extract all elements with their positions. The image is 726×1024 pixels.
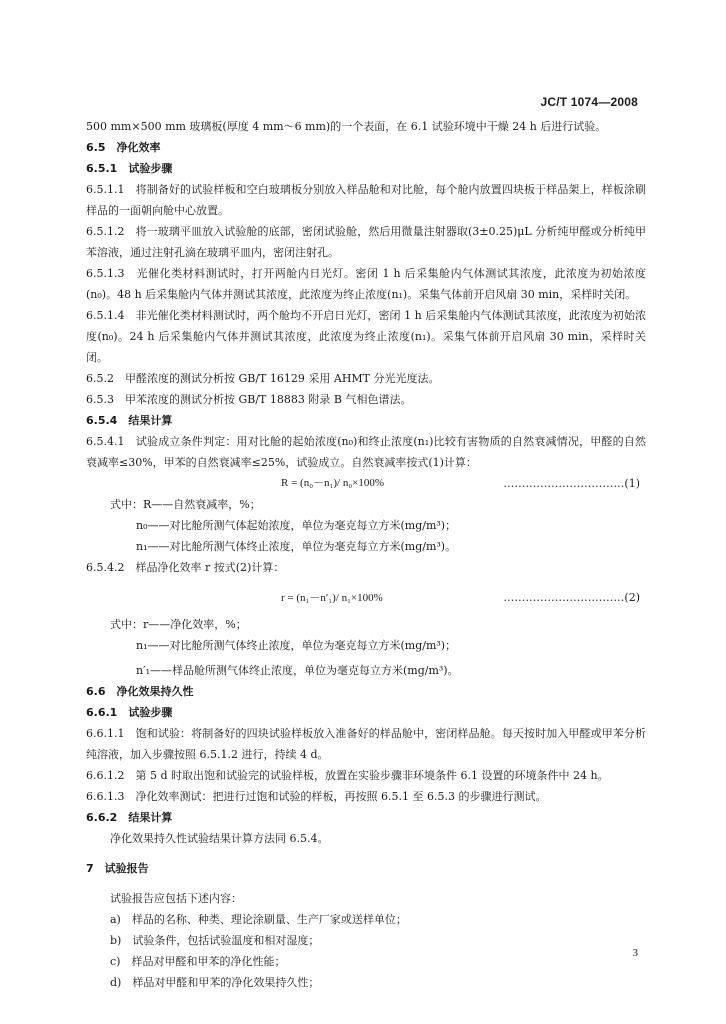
equation-1 bbox=[86, 473, 646, 494]
section-heading: 6.6.1 试验步骤 bbox=[86, 706, 173, 719]
eq1-where-n1: n₁——对比舱所测气体终止浓度，单位为毫克每立方米(mg/m³)。 bbox=[136, 540, 457, 553]
eq1-where-n0: n₀——对比舱所测气体起始浓度，单位为毫克每立方米(mg/m³)； bbox=[136, 519, 457, 532]
section-7-heading: 7 试验报告 bbox=[86, 862, 149, 875]
eq2-where-n1prime: n′₁——样品舱所测气体终止浓度，单位为毫克每立方米(mg/m³)。 bbox=[136, 664, 459, 677]
section-heading: 6.6 净化效果持久性 bbox=[86, 685, 194, 698]
report-item-a: a) 样品的名称、种类、理论涂刷量、生产厂家或送样单位； bbox=[110, 913, 407, 926]
paragraph: 500 mm×500 mm 玻璃板(厚度 4 mm～6 mm)的一个表面，在 6.1 试验环境中干燥 24 h 后进行试验。 bbox=[86, 120, 607, 133]
paragraph: 6.5.2 甲醛浓度的测试分析按 GB/T 16129 采用 AHMT 分光光度法。 bbox=[86, 372, 440, 385]
section-7-intro: 试验报告应包括下述内容： bbox=[110, 892, 242, 905]
paragraph: 6.5.3 甲苯浓度的测试分析按 GB/T 18883 附录 B 气相色谱法。 bbox=[86, 393, 412, 406]
paragraph-6-5-4-2: 6.5.4.2 样品净化效率 r 按式(2)计算： bbox=[86, 561, 285, 574]
section-heading: 6.6.2 结果计算 bbox=[86, 811, 173, 824]
eq2-where-n1: n₁——对比舱所测气体终止浓度，单位为毫克每立方米(mg/m³)； bbox=[136, 639, 457, 652]
eq1-where-r: 式中：R——自然衰减率，%； bbox=[110, 498, 261, 511]
paragraph: 6.5.1.4 非光催化类材料测试时，两个舱均不开启日光灯，密闭 1 h 后采集舱内气体测试其浓度，此浓度为初始浓度(n₀)。24 h 后采集舱内气体并测试其浓度，此浓度为终止浓度(n₁)。采集气体前开启风扇 30 min，采样时关闭。 bbox=[86, 309, 646, 364]
section-6-5 bbox=[86, 116, 646, 473]
eq2-where-r: 式中：r——净化效率，%； bbox=[110, 618, 247, 631]
equation-2 bbox=[86, 578, 646, 614]
section-heading: 6.5 净化效率 bbox=[86, 141, 161, 154]
paragraph: 6.6.1.3 净化效率测试：把进行过饱和试验的样板，再按照 6.5.1 至 6.5.3 的步骤进行测试。 bbox=[86, 790, 547, 803]
report-item-d: d) 样品对甲醛和甲苯的净化效果持久性； bbox=[110, 976, 320, 989]
equation-2-number: ……………………………(2) bbox=[503, 591, 640, 604]
equation-1-formula: R = (n₀－n₁)/ n₀×100% bbox=[281, 477, 385, 489]
paragraph: 6.6.1.2 第 5 d 时取出饱和试验完的试验样板，放置在实验步骤非环境条件 6.1 设置的环境条件中 24 h。 bbox=[86, 769, 609, 782]
paragraph: 净化效果持久性试验结果计算方法同 6.5.4。 bbox=[110, 832, 329, 845]
section-heading: 6.5.4 结果计算 bbox=[86, 414, 173, 427]
document-code: JC/T 1074—2008 bbox=[540, 95, 638, 109]
document-body bbox=[86, 116, 646, 993]
equation-2-formula: r = (n₁－n′₁)/ n₁×100% bbox=[281, 592, 383, 604]
report-item-c: c) 样品对甲醛和甲苯的净化性能； bbox=[110, 955, 286, 968]
section-6-6 bbox=[86, 681, 646, 849]
section-heading: 6.5.1 试验步骤 bbox=[86, 162, 173, 175]
paragraph: 6.5.1.1 将制备好的试验样板和空白玻璃板分别放入样品舱和对比舱，每个舱内放置四块板于样品架上，样板涂刷样品的一面朝向舱中心放置。 bbox=[86, 183, 646, 217]
paragraph: 6.6.1.1 饱和试验：将制备好的四块试验样板放入准备好的样品舱中，密闭样品舱。每天按时加入甲醛或甲苯分析纯溶液，加入步骤按照 6.5.1.2 进行，持续 4 d。 bbox=[86, 727, 646, 761]
paragraph: 6.5.1.2 将一玻璃平皿放入试验舱的底部，密闭试验舱，然后用微量注射器取(3±0.25)μL 分析纯甲醛或分析纯甲苯溶液，通过注射孔滴在玻璃平皿内，密闭注射孔。 bbox=[86, 225, 646, 259]
page-number: 3 bbox=[632, 947, 638, 959]
equation-1-number: ……………………………(1) bbox=[503, 477, 640, 490]
paragraph: 6.5.4.1 试验成立条件判定：用对比舱的起始浓度(n₀)和终止浓度(n₁)比较有害物质的自然衰减情况，甲醛的自然衰减率≤30%，甲苯的自然衰减率≤25%，试验成立。自然衰减率按式(1)计算： bbox=[86, 435, 646, 469]
paragraph: 6.5.1.3 光催化类材料测试时，打开两舱内日光灯。密闭 1 h 后采集舱内气体测试其浓度，此浓度为初始浓度(n₀)。48 h 后采集舱内气体并测试其浓度，此浓度为终止浓度(n₁)。采集气体前开启风扇 30 min，采样时关闭。 bbox=[86, 267, 646, 301]
report-item-b: b) 试验条件，包括试验温度和相对湿度； bbox=[110, 934, 320, 947]
